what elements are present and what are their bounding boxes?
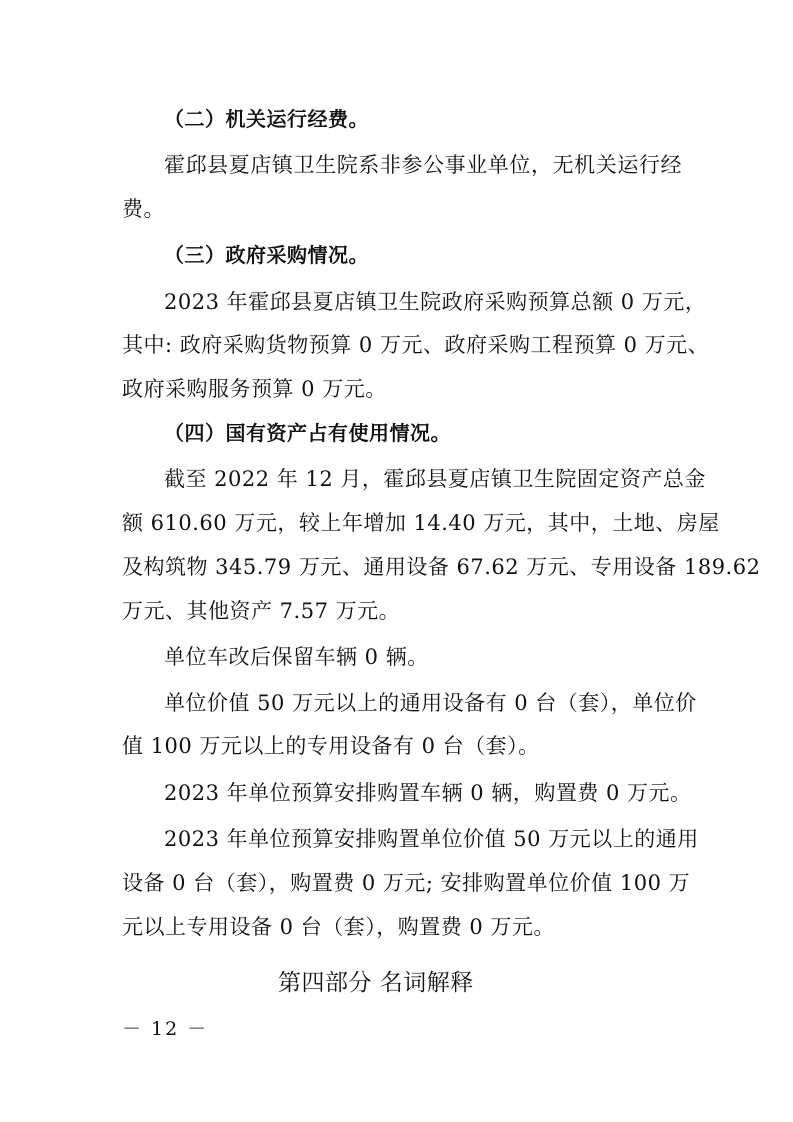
paragraph-operating-expenses-line-2: 费。 [122,197,165,221]
paragraph-assets-line-1: 截至 2022 年 12 月，霍邱县夏店镇卫生院固定资产总金 [164,467,706,491]
section-title: 第四部分 名词解释 [278,970,474,996]
paragraph-equipment-budget-line-3: 元以上专用设备 0 台（套），购置费 0 万元。 [122,915,555,939]
paragraph-assets-line-2: 额 610.60 万元，较上年增加 14.40 万元，其中，土地、房屋 [122,511,720,535]
paragraph-equipment-budget-line-1: 2023 年单位预算安排购置单位价值 50 万元以上的通用 [164,827,699,851]
paragraph-procurement-line-3: 政府采购服务预算 0 万元。 [122,377,387,401]
heading-state-assets: （四）国有资产占有使用情况。 [164,421,451,445]
paragraph-equipment-budget-line-2: 设备 0 台（套），购置费 0 万元; 安排购置单位价值 100 万 [122,871,691,895]
paragraph-operating-expenses-line-1: 霍邱县夏店镇卫生院系非参公事业单位，无机关运行经 [164,153,682,177]
paragraph-equipment-line-1: 单位价值 50 万元以上的通用设备有 0 台（套），单位价 [164,691,697,715]
paragraph-equipment-line-2: 值 100 万元以上的专用设备有 0 台（套）。 [122,734,540,758]
page-number: － 12 － [122,1018,209,1040]
heading-operating-expenses: （二）机关运行经费。 [164,107,369,131]
paragraph-procurement-line-1: 2023 年霍邱县夏店镇卫生院政府采购预算总额 0 万元， [164,290,707,314]
paragraph-vehicle-budget: 2023 年单位预算安排购置车辆 0 辆，购置费 0 万元。 [164,781,692,805]
paragraph-assets-line-3: 及构筑物 345.79 万元、通用设备 67.62 万元、专用设备 189.62 [122,555,761,579]
heading-government-procurement: （三）政府采购情况。 [164,243,369,267]
paragraph-vehicles: 单位车改后保留车辆 0 辆。 [164,645,429,669]
paragraph-assets-line-4: 万元、其他资产 7.57 万元。 [122,599,401,623]
paragraph-procurement-line-2: 其中: 政府采购货物预算 0 万元、政府采购工程预算 0 万元、 [122,333,710,357]
